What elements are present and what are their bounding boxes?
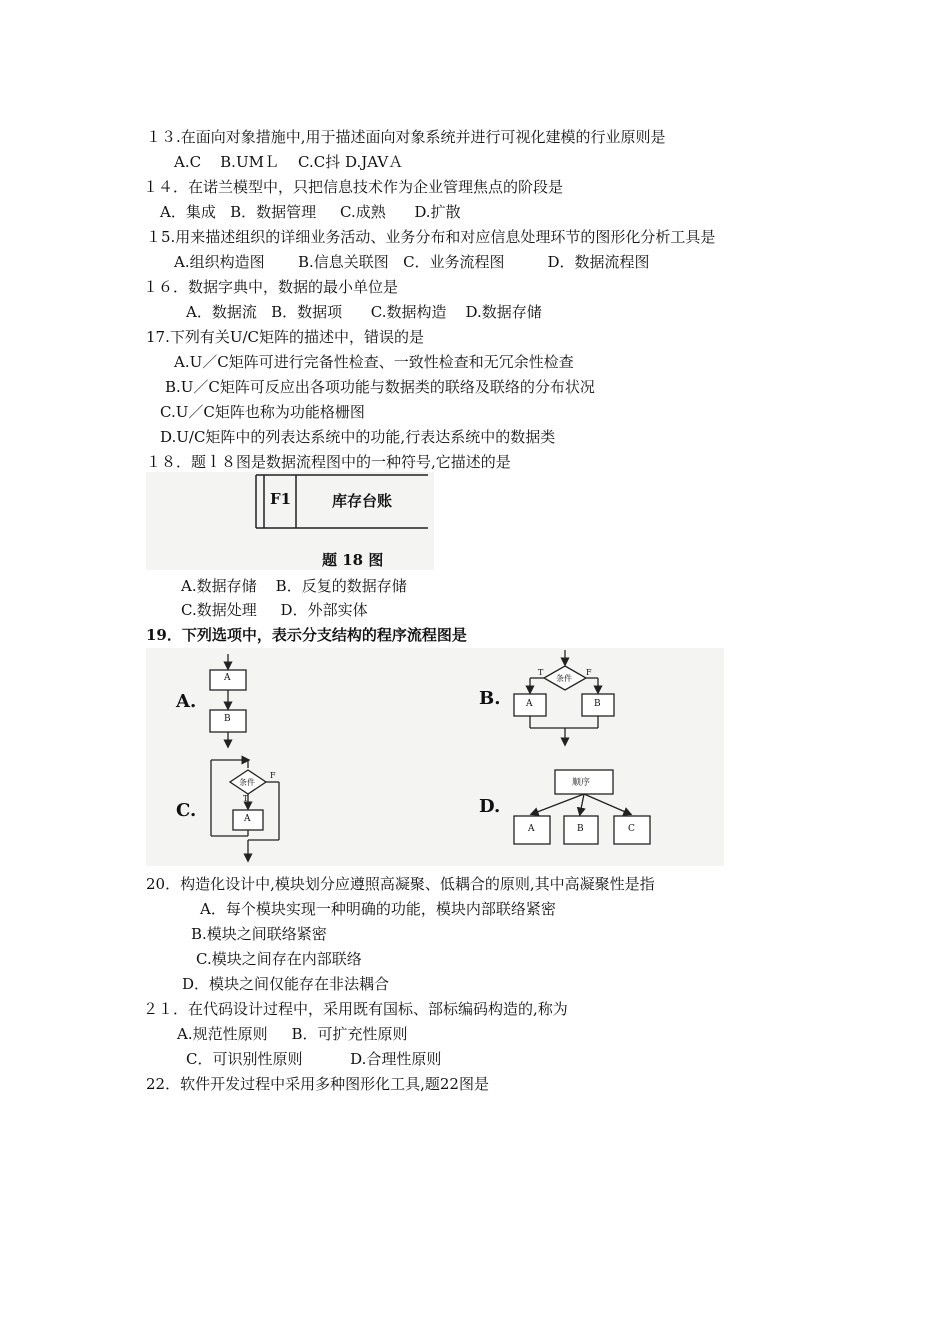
q19-label-a: A. bbox=[176, 691, 197, 712]
q14-options: A．集成 B．数据管理 C.成熟 D.扩散 bbox=[160, 203, 461, 221]
q17-option-c: C.U／C矩阵也称为功能格栅图 bbox=[160, 403, 365, 421]
q19-c-false: F bbox=[270, 771, 276, 780]
q19-label-c: C. bbox=[176, 800, 197, 821]
q16-stem: １６．数据字典中，数据的最小单位是 bbox=[143, 278, 399, 296]
q18-options-row2: C.数据处理 D．外部实体 bbox=[181, 601, 368, 619]
q19-b-true: T bbox=[538, 668, 544, 677]
q19-figure bbox=[146, 648, 724, 866]
q19-b-false: F bbox=[586, 668, 592, 677]
q19-d-box-c: C bbox=[628, 824, 635, 834]
q18-fig-id: F1 bbox=[270, 490, 292, 508]
q17-stem: 17.下列有关U/C矩阵的描述中，错误的是 bbox=[146, 328, 425, 346]
q21-stem: ２１．在代码设计过程中，采用既有国标、部标编码构造的,称为 bbox=[143, 1000, 568, 1018]
q16-options: A．数据流 B．数据项 C.数据构造 D.数据存储 bbox=[186, 303, 542, 321]
q13-options: A.C B.UMＬ C.C抖 D.JAVＡ bbox=[174, 153, 404, 171]
q18-options-row1: A.数据存储 B．反复的数据存储 bbox=[181, 577, 407, 595]
q19-c-box-a: A bbox=[244, 814, 251, 824]
q19-d-box-a: A bbox=[528, 824, 535, 834]
q19-a-box-a: A bbox=[224, 673, 231, 683]
q19-d-box-b: B bbox=[577, 824, 584, 834]
q18-stem: １８．题ｌ８图是数据流程图中的一种符号,它描述的是 bbox=[146, 453, 511, 471]
q19-label-d: D. bbox=[479, 796, 501, 817]
q19-stem: 19．下列选项中，表示分支结构的程序流程图是 bbox=[146, 626, 467, 644]
q19-b-cond: 条件 bbox=[556, 674, 572, 683]
q14-stem: １４．在诺兰模型中，只把信息技术作为企业管理焦点的阶段是 bbox=[143, 178, 564, 196]
q17-option-a: A.U／C矩阵可进行完备性检查、一致性检查和无冗余性检查 bbox=[174, 353, 574, 371]
q17-option-b: B.U／C矩阵可反应出各项功能与数据类的联络及联络的分布状况 bbox=[165, 378, 595, 396]
q15-options: A.组织构造图 B.信息关联图 C．业务流程图 D．数据流程图 bbox=[174, 253, 650, 271]
q20-option-a: A．每个模块实现一种明确的功能，模块内部联络紧密 bbox=[200, 900, 556, 918]
q20-option-d: D．模块之间仅能存在非法耦合 bbox=[182, 975, 390, 993]
q19-c-true: T bbox=[243, 794, 249, 803]
q20-option-b: B.模块之间联络紧密 bbox=[191, 925, 327, 943]
q18-fig-name: 库存台账 bbox=[332, 492, 393, 510]
q17-option-d: D.U/C矩阵中的列表达系统中的功能,行表达系统中的数据类 bbox=[160, 428, 556, 446]
q19-label-b: B. bbox=[479, 688, 501, 709]
q19-b-box-a: A bbox=[526, 699, 533, 709]
data-store-symbol bbox=[146, 472, 434, 570]
q19-c-cond: 条件 bbox=[239, 778, 255, 787]
q18-figure bbox=[146, 472, 434, 570]
q18-fig-caption: 题 18 图 bbox=[322, 551, 384, 569]
q19-a-box-b: B bbox=[224, 714, 231, 724]
q22-stem: 22．软件开发过程中采用多种图形化工具,题22图是 bbox=[146, 1075, 489, 1093]
q20-stem: 20．构造化设计中,模块划分应遵照高凝聚、低耦合的原则,其中高凝聚性是指 bbox=[146, 875, 655, 893]
q19-d-seq: 顺序 bbox=[572, 778, 591, 788]
q15-stem: １5.用来描述组织的详细业务活动、业务分布和对应信息处理环节的图形化分析工具是 bbox=[146, 228, 716, 246]
flowchart-options bbox=[146, 648, 724, 866]
q13-stem: １３.在面向对象措施中,用于描述面向对象系统并进行可视化建模的行业原则是 bbox=[146, 128, 666, 146]
q19-b-box-b: B bbox=[594, 699, 601, 709]
q21-options-row1: A.规范性原则 B．可扩充性原则 bbox=[177, 1025, 408, 1043]
q21-options-row2: C．可识别性原则 D.合理性原则 bbox=[186, 1050, 442, 1068]
q20-option-c: C.模块之间存在内部联络 bbox=[196, 950, 362, 968]
